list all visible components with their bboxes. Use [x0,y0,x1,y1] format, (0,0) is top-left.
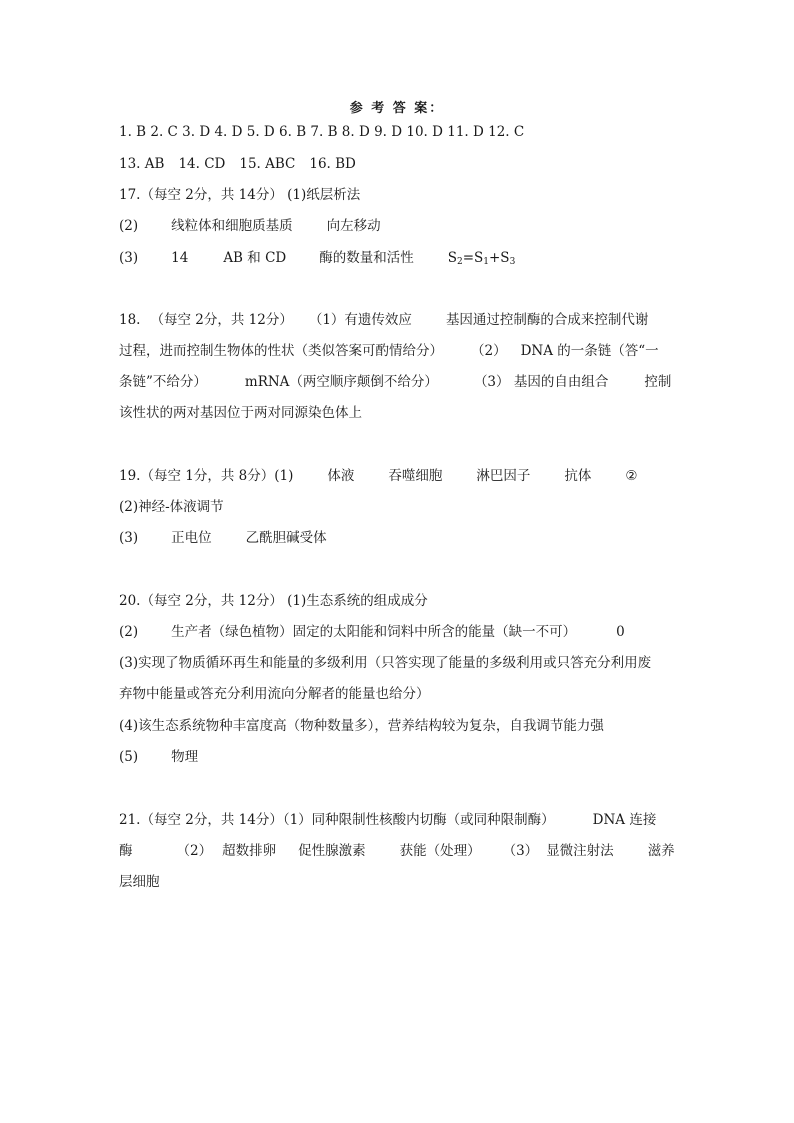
q20-answer: 0 [616,624,625,640]
q18-answer: 条链”不给分） [119,374,207,390]
q18-answer: mRNA（两空顺序颠倒不给分） [244,374,438,390]
q17-answer: AB 和 CD [223,250,287,266]
q21-answer: 酶 [119,843,133,859]
q21-line-1 [119,811,679,829]
q18-answer: 基因通过控制酶的合成来控制代谢 [445,312,649,328]
q18-header: （每空 2分，共 12分） [150,312,293,328]
q21-answer: 21.（每空 2分，共 14分）（1）同种限制性核酸内切酶（或同种限制酶） [119,812,555,828]
q17-part-label: (3) [119,250,139,266]
q19-answer: 抗体 [564,468,592,484]
q18-line-1 [119,311,679,329]
q20-part-label: (2) [119,624,139,640]
mc-answer: 16. BD [309,156,356,172]
q20-line-3: (3)实现了物质循环再生和能量的多级利用（只答实现了能量的多级利用或只答充分利用废 [119,655,652,671]
q18-number: 18. [119,312,141,328]
q18-line-2 [119,342,679,360]
q18-part-label: （2） [471,343,507,359]
q21-line-2 [119,842,679,860]
q17-line-3 [119,249,679,267]
q19-answer: 体液 [327,468,355,484]
mc-answer: 13. AB [119,156,165,172]
q21-answer: 获能（处理） [399,843,481,859]
q17-answer: 14 [171,250,189,266]
q21-answer: 滋养 [647,843,675,859]
q21-answer: 显微注射法 [546,843,614,859]
q19-line-3 [119,529,679,547]
q18-answer: DNA 的一条链（答“一 [520,343,659,359]
q20-line-2 [119,623,679,641]
q21-answer: DNA 连接 [592,812,657,828]
q18-answer: （3） 基因的自由组合 [473,374,609,390]
q18-answer: 控制 [644,374,672,390]
q17-answer: 酶的数量和活性 [319,250,414,266]
q21-answer: 促性腺激素 [298,843,366,859]
q19-line-1 [119,467,679,485]
q20-answer: 物理 [171,749,199,765]
q21-part-label: （2） [176,843,213,859]
q19-answer: 正电位 [171,530,212,546]
q20-line-5: (4)该生态系统物种丰富度高（物种数量多），营养结构较为复杂，自我调节能力强 [119,718,604,734]
q17-answer: 向左移动 [326,218,381,234]
q18-answer: （1）有遗传效应 [308,312,412,328]
q19-answer: 吞噬细胞 [388,468,443,484]
q21-answer: 超数排卵 [222,843,277,859]
q18-line-4: 该性状的两对基因位于两对同源染色体上 [119,405,362,421]
mc-answer: 15. ABC [239,156,296,172]
q20-part-label: (5) [119,749,139,765]
q17-answer: 线粒体和细胞质基质 [171,218,293,234]
q21-line-3: 层细胞 [119,874,160,890]
q19-header: 19.（每空 1分，共 8分）(1) [119,468,294,484]
q17-header: 17.（每空 2分，共 14分） (1)纸层析法 [119,187,361,203]
q19-answer: ② [625,468,638,484]
q18-line-3 [119,373,679,391]
q20-line-4: 弃物中能量或答充分利用流向分解者的能量也给分） [119,686,430,702]
mc-answers-line-2 [119,155,679,173]
q17-formula: $S_2=S_1+S_3$ [447,250,516,267]
q20-line-6 [119,748,679,766]
q19-answer: 乙酰胆碱受体 [245,530,327,546]
q19-answer: 淋巴因子 [476,468,531,484]
mc-answers-line-1: 1. B 2. C 3. D 4. D 5. D 6. B 7. B 8. D 9. D 10. D 11. D 12. C [119,124,525,140]
q19-part-label: (3) [119,530,139,546]
q17-line-2 [119,217,679,235]
page-title: 参 考 答 案： [349,101,445,116]
q19-line-2: (2)神经-体液调节 [119,499,224,515]
mc-answer: 14. CD [178,156,226,172]
q20-header: 20.（每空 2分，共 12分） (1)生态系统的组成成分 [119,593,428,609]
q21-part-label: （3） [502,843,539,859]
q18-answer: 过程，进而控制生物体的性状（类似答案可酌情给分） [119,343,443,359]
q20-answer: 生产者（绿色植物）固定的太阳能和饲料中所含的能量（缺一不可） [171,624,577,640]
q17-part-label: (2) [119,218,139,234]
